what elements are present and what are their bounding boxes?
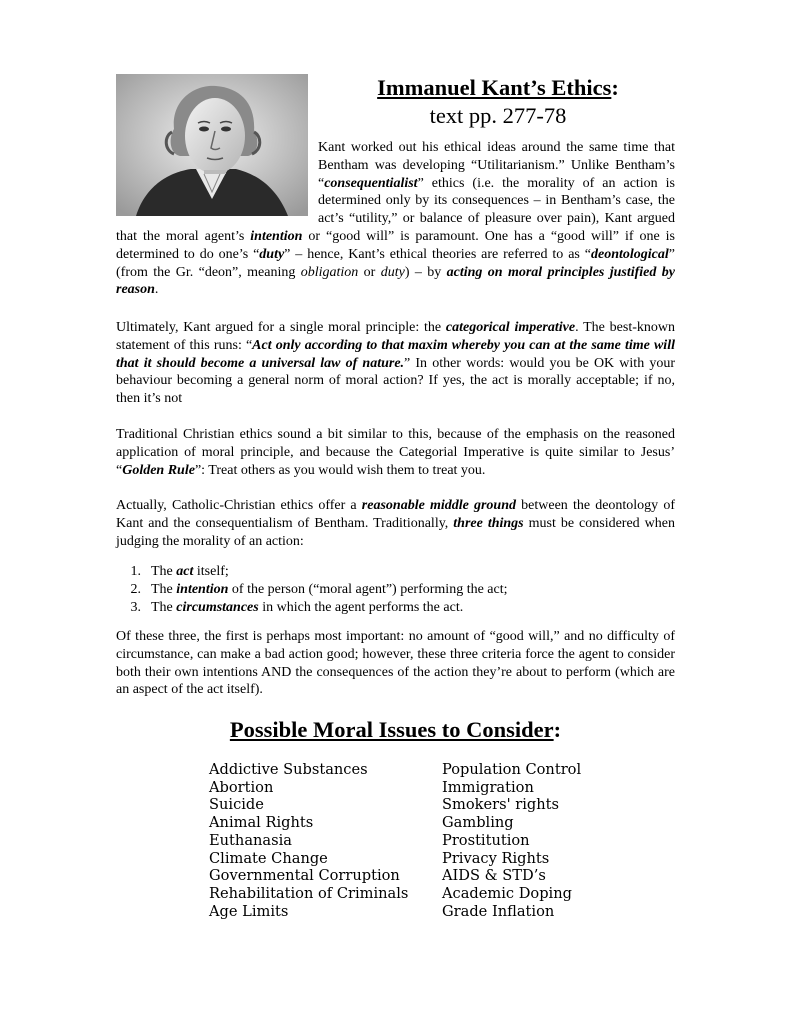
list-item: Climate Change: [209, 849, 328, 867]
middle-ground-paragraph: Actually, Catholic-Christian ethics offer a reasonable middle ground between the deontology of Kant and the consequentialism of Bentham. Traditionally, three things must be considered when judging the morality of an action:: [116, 498, 675, 549]
list-item: 3. The circumstances in which the agent performs the act.: [130, 599, 464, 615]
list-item: Smokers' rights: [442, 796, 559, 814]
list-item: 2. The intention of the person (“moral agent”) performing the act;: [130, 581, 508, 597]
categorical-imperative-paragraph: Ultimately, Kant argued for a single moral principle: the categorical imperative. The best-known statement of this runs: “Act only according to that maxim whereby you can at the same time will that it should become a universal law of nature.” In other words: would you be OK with your behaviour becoming a general norm of moral action? If yes, the act is morally acceptable; if no, then it’s not: [116, 320, 675, 407]
list-item: Immigration: [442, 778, 534, 796]
list-item: Grade Inflation: [442, 902, 555, 920]
list-item: Rehabilitation of Criminals: [209, 884, 409, 902]
list-item: 1. The act itself;: [130, 564, 229, 579]
list-item: Academic Doping: [442, 884, 572, 902]
conclusion-paragraph: Of these three, the first is perhaps most important: no amount of “good will,” and no difficulty of circumstance, can make a bad action good; however, these three criteria force the agent to consider both their own intentions AND the consequences of the action they’re about to perform (which are an aspect of the act itself).: [116, 629, 675, 698]
issues-heading: Possible Moral Issues to Consider:: [229, 717, 562, 742]
issues-list-left: [209, 761, 408, 920]
list-item: Privacy Rights: [442, 849, 550, 867]
intro-paragraph: Kant worked out his ethical ideas around the same time that Bentham was developing “Utilitarianism.” Unlike Bentham’s “consequentialist” ethics (i.e. the morality of an action is determined only by its consequences – in Bentham’s case, the act’s “utility,” or balance of pleasure over pain), Kant argued that the moral agent’s intention or “good will” is paramount. One has a “good will” if one is determined to do one’s “duty” – hence, Kant’s ethical theories are referred to as “deontological” (from the Gr. “deon”, meaning obligation or duty) – by acting on moral principles justified by reason.: [116, 140, 675, 298]
list-item: Population Control: [442, 761, 582, 778]
list-item: Governmental Corruption: [209, 867, 400, 885]
list-item: Prostitution: [442, 831, 530, 849]
title-block: [318, 74, 678, 130]
list-item: Addictive Substances: [209, 761, 368, 778]
list-item: AIDS & STD’s: [442, 867, 546, 885]
list-item: Abortion: [209, 778, 274, 796]
list-item: Suicide: [209, 796, 264, 814]
list-item: Age Limits: [209, 902, 289, 920]
page-subtitle: text pp. 277-78: [429, 103, 567, 128]
morality-criteria-list: [116, 563, 675, 616]
list-item: Gambling: [442, 814, 514, 832]
page-title: Immanuel Kant’s Ethics:: [377, 75, 619, 100]
list-item: Animal Rights: [209, 814, 314, 832]
list-item: Euthanasia: [209, 831, 292, 849]
issues-list-right: [442, 761, 581, 920]
christian-ethics-paragraph: Traditional Christian ethics sound a bit similar to this, because of the emphasis on the reasoned application of moral principle, and because the Categorial Imperative is quite similar to Jesus’ “Golden Rule”: Treat others as you would wish them to treat you.: [116, 427, 675, 478]
